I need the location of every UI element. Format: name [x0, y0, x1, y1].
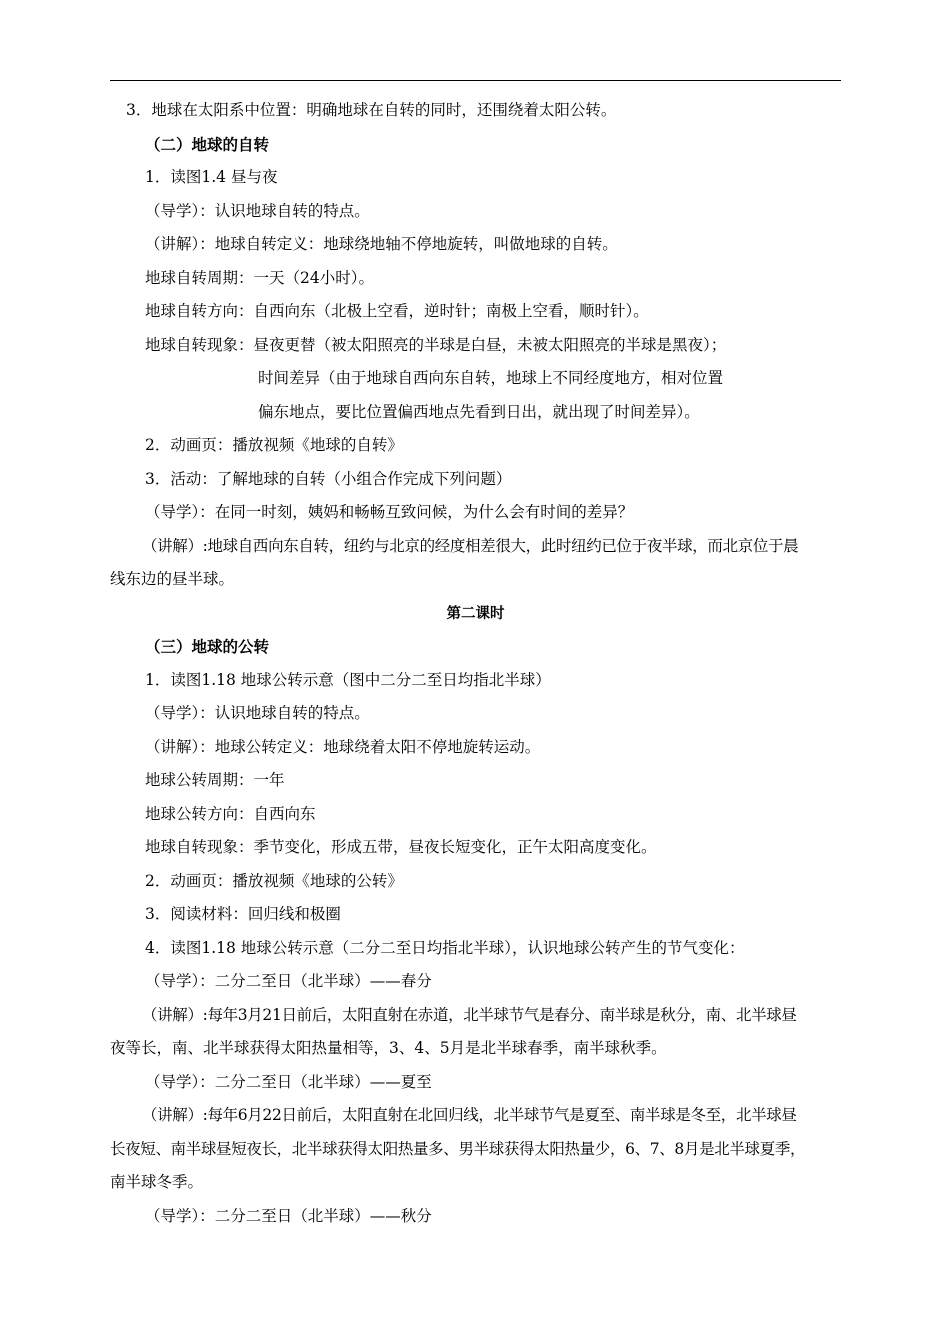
section-heading: （三）地球的公转: [145, 637, 270, 656]
text-line: 1．读图1.4 昼与夜: [145, 168, 278, 186]
text-line: （讲解）：地球公转定义：地球绕着太阳不停地旋转运动。: [145, 737, 541, 756]
section-heading: （二）地球的自转: [145, 134, 270, 154]
text-line: （导学）：认识地球自转的特点。: [145, 201, 370, 220]
text-line: 地球自转方向：自西向东（北极上空看，逆时针；南极上空看，顺时针）。: [145, 302, 649, 320]
text-line: 1．读图1.18 地球公转示意（图中二分二至日均指北半球）: [145, 670, 551, 689]
text-line: 南半球冬季。: [110, 1173, 204, 1191]
text-line: 地球公转方向：自西向东: [145, 804, 316, 823]
text-line: （导学）：认识地球自转的特点。: [145, 704, 370, 722]
text-line: 地球自转现象：昼夜更替（被太阳照亮的半球是白昼，未被太阳照亮的半球是黑夜）；: [145, 335, 727, 354]
text-line: 2．动画页：播放视频《地球的自转》: [145, 436, 403, 454]
text-line: （讲解）:每年3月21日前后，太阳直射在赤道，北半球节气是春分、南半球是秋分，南、北半球昼: [142, 1005, 797, 1024]
text-line: （导学）：二分二至日（北半球）——秋分: [145, 1206, 432, 1225]
header-rule: [110, 80, 841, 81]
text-line: 偏东地点，要比位置偏西地点先看到日出，就出现了时间差异）。: [258, 402, 700, 421]
text-line: 3．地球在太阳系中位置：明确地球在自转的同时，还围绕着太阳公转。: [126, 101, 617, 119]
text-line: 地球自转现象：季节变化，形成五带，昼夜长短变化，正午太阳高度变化。: [145, 838, 657, 856]
text-line: （讲解）：地球自转定义：地球绕地轴不停地旋转，叫做地球的自转。: [145, 235, 618, 253]
text-line: 地球自转周期：一天（24小时）。: [145, 268, 374, 287]
text-line: 线东边的昼半球。: [110, 570, 235, 588]
text-line: 3．活动：了解地球的自转（小组合作完成下列问题）: [145, 469, 512, 488]
text-line: （讲解）:每年6月22日前后，太阳直射在北回归线，北半球节气是夏至、南半球是冬至，北半球昼: [142, 1106, 797, 1124]
text-line: 时间差异（由于地球自西向东自转，地球上不同经度地方，相对位置: [258, 369, 724, 387]
text-line: （导学）：二分二至日（北半球）——夏至: [145, 1072, 432, 1091]
text-line: （导学）：在同一时刻，姨妈和畅畅互致问候，为什么会有时间的差异？: [145, 503, 634, 521]
text-line: 地球公转周期：一年: [145, 771, 285, 789]
text-line: 4．读图1.18 地球公转示意（二分二至日均指北半球），认识地球公转产生的节气变化：: [145, 938, 745, 957]
text-line: （导学）：二分二至日（北半球）——春分: [145, 972, 432, 990]
text-line: 长夜短、南半球昼短夜长，北半球获得太阳热量多、男半球获得太阳热量少，6、7、8月是北半球夏季，: [110, 1139, 806, 1158]
text-line: 3．阅读材料：回归线和极圈: [145, 905, 341, 923]
section-title: 第二课时: [446, 604, 505, 622]
text-line: 夜等长，南、北半球获得太阳热量相等，3、4、5月是北半球春季，南半球秋季。: [110, 1039, 667, 1057]
text-line: 2．动画页：播放视频《地球的公转》: [145, 871, 403, 890]
document-page: [110, 94, 841, 1233]
text-line: （讲解）:地球自西向东自转，纽约与北京的经度相差很大，此时纽约已位于夜半球，而北京位于晨: [142, 536, 799, 555]
